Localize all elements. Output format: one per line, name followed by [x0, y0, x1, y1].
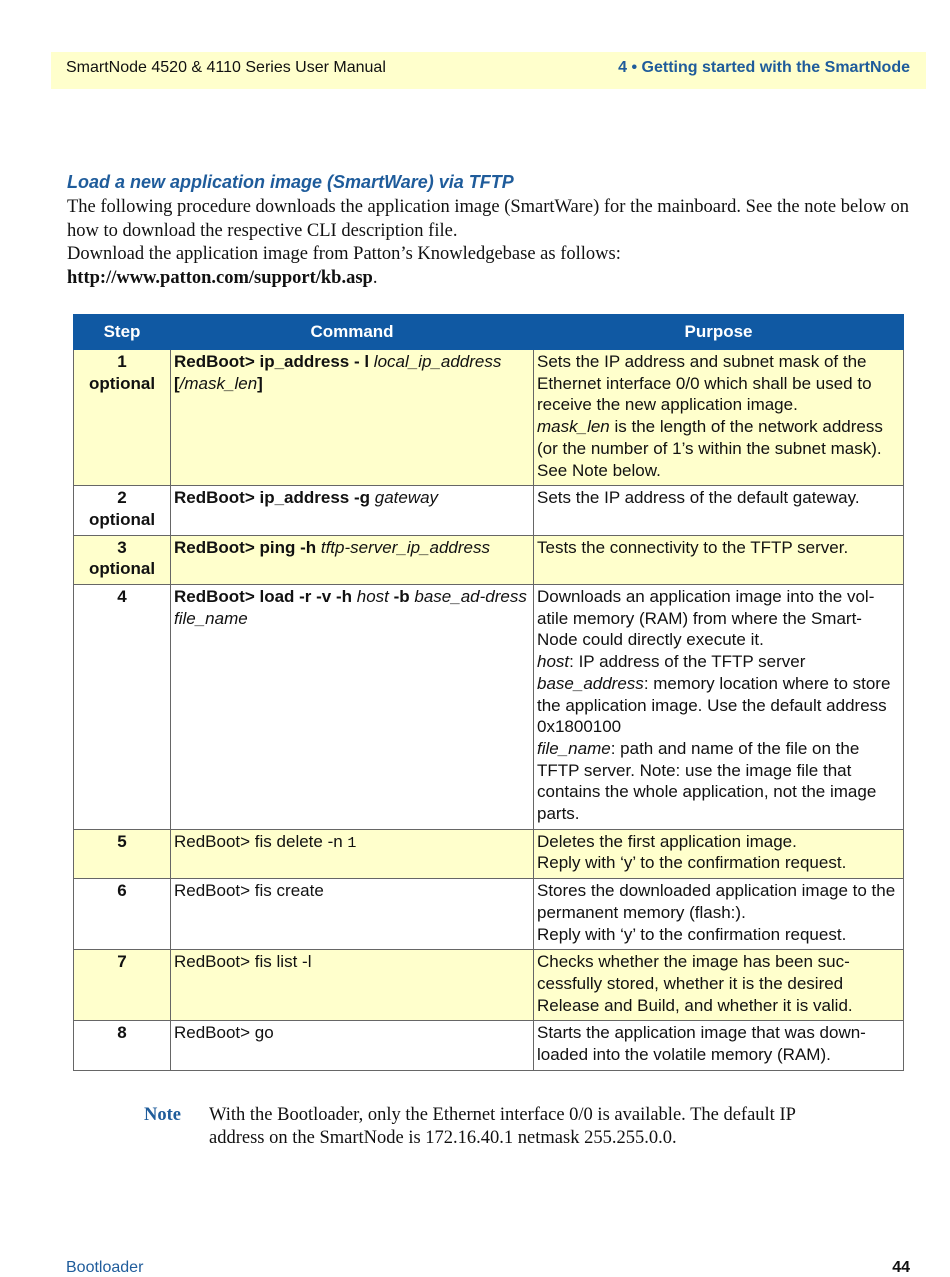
step-cell — [74, 1021, 171, 1070]
command-parameter: local_ip_address — [373, 352, 502, 371]
step-qualifier: optional — [88, 509, 156, 529]
command-text: -b — [388, 587, 415, 607]
command-text: RedBoot> fis create — [174, 881, 324, 901]
table-row — [74, 535, 904, 584]
table-row — [74, 879, 904, 950]
table-row — [74, 585, 904, 830]
purpose-line — [537, 651, 900, 673]
step-cell — [74, 879, 171, 950]
purpose-text: Sets the IP address and subnet mask of the Ethernet interface 0/0 which shall be used to receive the new application image. — [537, 352, 872, 415]
purpose-text: Downloads an application image into the vol-atile memory (RAM) from where the Smart-Node could directly execute it. — [537, 587, 875, 650]
table-header-row — [74, 315, 904, 350]
command-text: ] — [257, 373, 263, 393]
purpose-line — [537, 586, 900, 651]
purpose-line — [537, 924, 900, 946]
intro-paragraph-1: The following procedure downloads the application image (SmartWare) for the mainboard. See the note below on how to download the respective CLI description file. — [67, 197, 910, 241]
procedure-table — [73, 314, 904, 1071]
intro-text — [67, 196, 917, 290]
step-number: 3 — [117, 537, 127, 557]
note-text: With the Bootloader, only the Ethernet interface 0/0 is available. The default IP address on the SmartNode is 172.16.40.1 netmask 255.255.0.0. — [209, 1105, 796, 1148]
command-text: RedBoot> fis list -l — [174, 952, 312, 972]
purpose-cell — [534, 950, 904, 1021]
chapter-title: 4 • Getting started with the SmartNode — [618, 59, 910, 76]
purpose-line — [537, 738, 900, 825]
purpose-line — [537, 1022, 900, 1065]
purpose-text: Deletes the first application image. — [537, 831, 797, 851]
table-row — [74, 829, 904, 878]
command-cell — [171, 535, 534, 584]
command-parameter: /mask_len — [179, 373, 258, 393]
command-cell — [171, 950, 534, 1021]
table-row — [74, 350, 904, 486]
purpose-text: : path and name of the file on the TFTP server. Note: use the image file that contains the whole application, not the image parts. — [537, 738, 877, 824]
command-text: RedBoot> go — [174, 1023, 274, 1043]
manual-title: SmartNode 4520 & 4110 Series User Manual — [66, 59, 386, 76]
table-row — [74, 486, 904, 535]
step-cell — [74, 350, 171, 486]
step-number: 8 — [117, 1023, 127, 1043]
header-command: Command — [171, 315, 534, 350]
purpose-text: : memory location where to store the application image. Use the default address 0x1800100 — [537, 673, 891, 737]
intro-download-text: Download the application image from Patton’s Knowledgebase as follows: — [67, 244, 621, 264]
purpose-line — [537, 537, 900, 559]
step-cell — [74, 585, 171, 830]
step-cell — [74, 486, 171, 535]
purpose-cell — [534, 1021, 904, 1070]
parameter-name: file_name — [537, 738, 611, 758]
parameter-name: mask_len — [537, 417, 610, 437]
command-cell — [171, 486, 534, 535]
step-number: 4 — [117, 587, 127, 607]
step-qualifier: optional — [88, 559, 156, 579]
purpose-text: Stores the downloaded application image to the permanent memory (flash:). — [537, 881, 896, 922]
command-cell — [171, 829, 534, 878]
note-label: Note — [144, 1105, 181, 1125]
command-text: RedBoot> ping -h — [174, 537, 321, 557]
footer-section-name: Bootloader — [66, 1259, 144, 1276]
purpose-text: is the length of the network address (or the number of 1’s within the subnet mask). — [537, 417, 883, 458]
command-cell — [171, 879, 534, 950]
purpose-cell — [534, 486, 904, 535]
step-cell — [74, 829, 171, 878]
command-text: RedBoot> ip_address - l — [174, 352, 374, 371]
command-text: RedBoot> load -r -v -h — [174, 587, 357, 607]
page-number: 44 — [892, 1259, 910, 1276]
purpose-text: Checks whether the image has been suc-cessfully stored, whether it is the desired Release and Build, and whether it is valid. — [537, 952, 853, 1015]
running-header — [51, 52, 926, 89]
purpose-text: Starts the application image that was down-loaded into the volatile memory (RAM). — [537, 1023, 866, 1065]
step-number: 7 — [117, 952, 127, 972]
step-cell — [74, 950, 171, 1021]
parameter-name: base_address — [537, 673, 644, 693]
purpose-line — [537, 831, 900, 853]
command-parameter: base_ad-dress file_name — [174, 587, 527, 628]
command-cell — [171, 585, 534, 830]
header-purpose: Purpose — [534, 315, 904, 350]
command-parameter: tftp-server_ip_address — [320, 537, 490, 557]
section-heading: Load a new application image (SmartWare) via TFTP — [67, 172, 514, 192]
purpose-text: See Note below. — [537, 460, 661, 480]
step-number: 5 — [117, 831, 127, 851]
url-period: . — [372, 267, 378, 288]
step-qualifier: optional — [88, 373, 156, 393]
command-cell — [171, 1021, 534, 1070]
command-parameter: gateway — [374, 488, 439, 508]
command-parameter: host — [356, 587, 389, 607]
purpose-line — [537, 951, 900, 1016]
purpose-text: Reply with ‘y’ to the confirmation request. — [537, 924, 847, 944]
purpose-cell — [534, 535, 904, 584]
purpose-cell — [534, 350, 904, 486]
step-number: 1 — [117, 352, 127, 371]
command-cell — [171, 350, 534, 486]
purpose-line — [537, 351, 900, 416]
step-number: 6 — [117, 881, 127, 901]
purpose-line — [537, 673, 900, 738]
purpose-cell — [534, 585, 904, 830]
table-row — [74, 1021, 904, 1070]
header-step: Step — [74, 315, 171, 350]
purpose-text: : IP address of the TFTP server — [569, 652, 806, 672]
purpose-line — [537, 487, 900, 509]
purpose-line — [537, 416, 900, 459]
purpose-line — [537, 880, 900, 923]
purpose-cell — [534, 879, 904, 950]
table-body — [74, 350, 904, 1071]
purpose-text: Sets the IP address of the default gateway. — [537, 488, 860, 508]
command-text: RedBoot> ip_address -g — [174, 488, 375, 508]
intro-paragraph-2 — [67, 243, 917, 290]
command-text: [ — [174, 373, 180, 393]
command-text: 1 — [347, 834, 357, 852]
command-text: RedBoot> fis delete -n — [174, 831, 348, 851]
parameter-name: host — [537, 652, 570, 672]
purpose-line — [537, 852, 900, 874]
step-number: 2 — [117, 488, 127, 508]
purpose-text: Reply with ‘y’ to the confirmation request. — [537, 853, 847, 873]
table-row — [74, 950, 904, 1021]
step-cell — [74, 535, 171, 584]
purpose-cell — [534, 829, 904, 878]
kb-link[interactable]: http://www.patton.com/support/kb.asp — [67, 267, 373, 288]
purpose-line — [537, 460, 900, 482]
purpose-text: Tests the connectivity to the TFTP server. — [537, 537, 849, 557]
